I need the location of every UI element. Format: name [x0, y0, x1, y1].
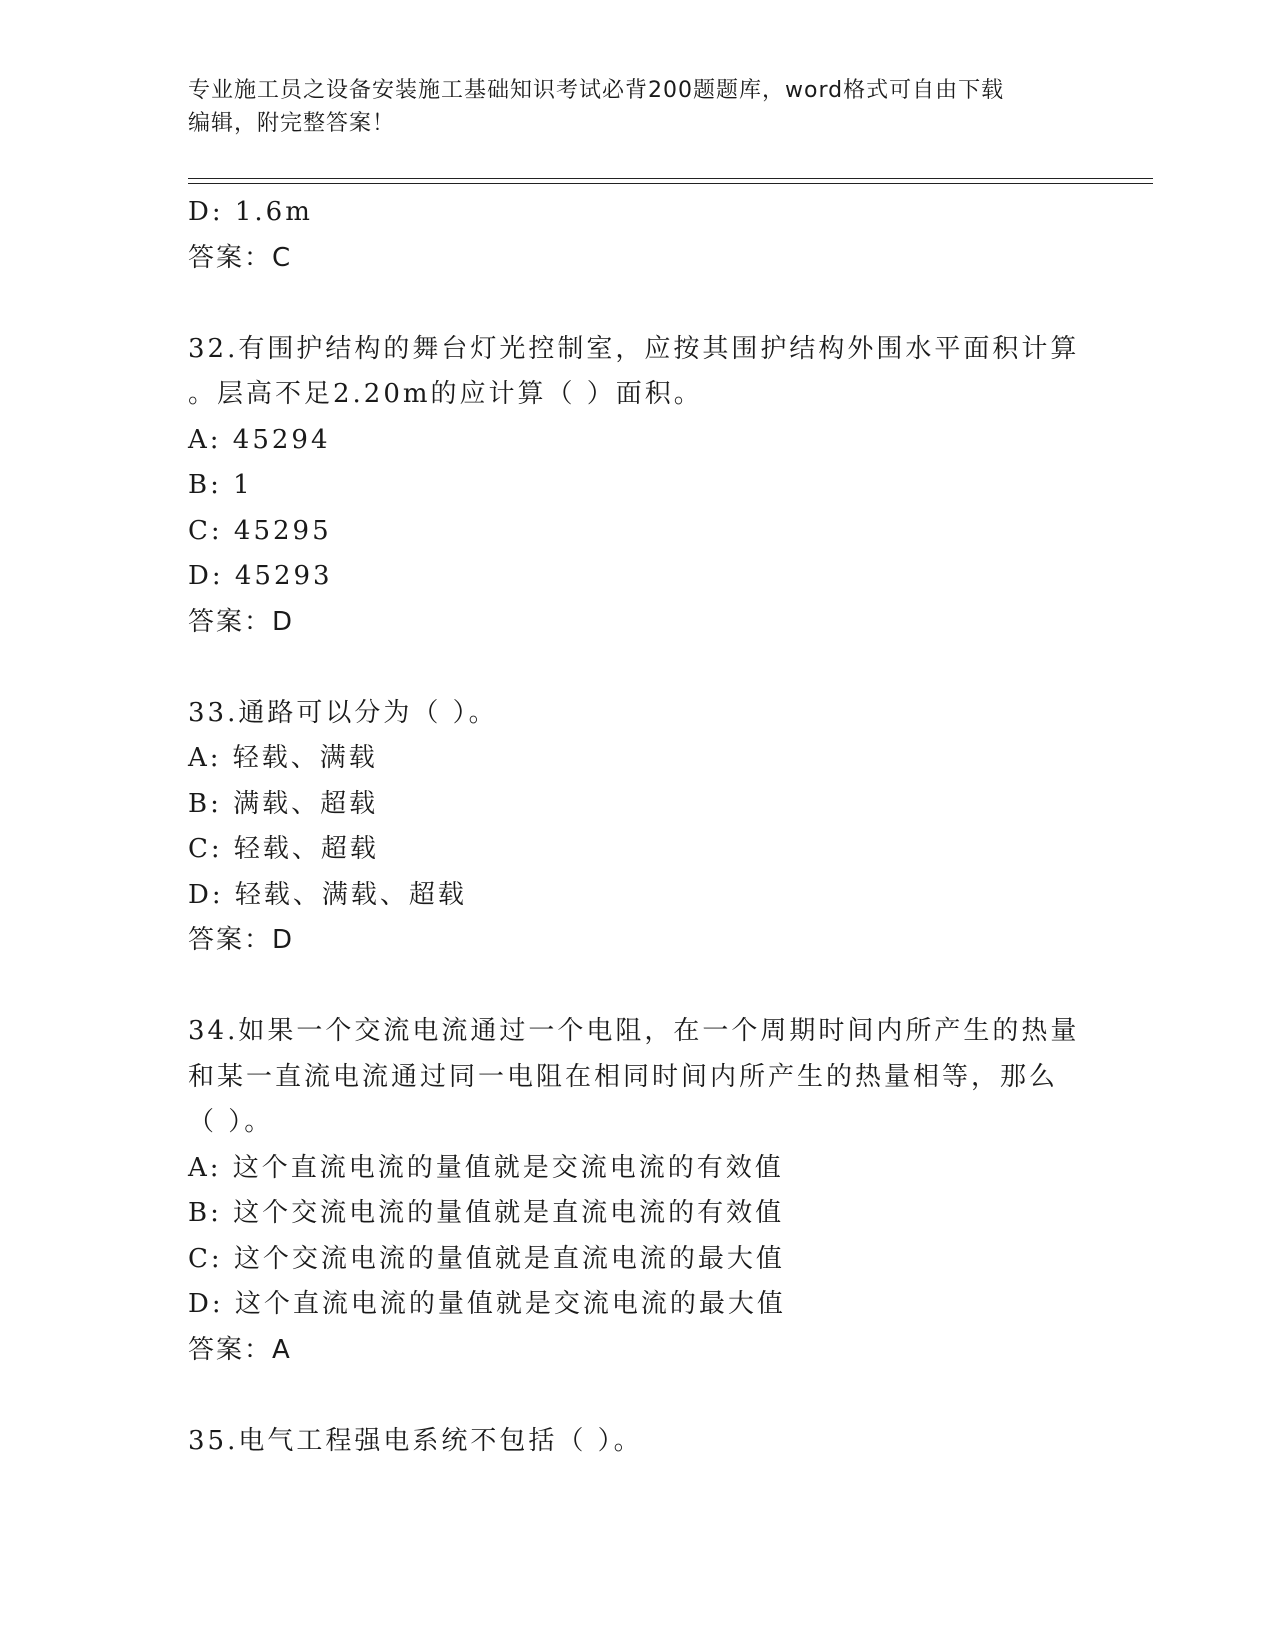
question-34-text-1: 34.如果一个交流电流通过一个电阻，在一个周期时间内所产生的热量 [188, 1016, 1080, 1046]
question-32-answer: 答案：D [188, 606, 295, 637]
question-33-option-c: C: 轻载、超载 [188, 834, 379, 864]
question-33-text-1: 33.通路可以分为（ ）。 [188, 697, 498, 728]
document-header [188, 74, 1068, 140]
question-34-option-b: B: 这个交流电流的量值就是直流电流的有效值 [188, 1198, 785, 1228]
question-32 [188, 327, 1088, 646]
question-34-text-2: 和某一直流电流通过同一电阻在相同时间内所产生的热量相等，那么 [188, 1061, 1059, 1092]
question-34-answer: 答案：A [188, 1334, 292, 1365]
question-34 [188, 1009, 1088, 1373]
question-34-option-a: A: 这个直流电流的量值就是交流电流的有效值 [188, 1152, 784, 1183]
question-32-option-b: B: 1 [188, 470, 253, 500]
header-rule-top [188, 178, 1153, 179]
header-rule-bottom [188, 183, 1153, 184]
question-33 [188, 691, 1088, 964]
header-line-2: 编辑，附完整答案！ [188, 111, 396, 136]
question-32-text-2: 。层高不足2.20m的应计算（ ）面积。 [188, 379, 703, 409]
question-33-answer: 答案：D [188, 925, 295, 955]
document-body [188, 190, 1088, 1464]
question-33-option-b: B: 满载、超载 [188, 788, 379, 819]
question-32-option-c: C: 45295 [188, 515, 332, 546]
prev-answer: 答案：C [188, 242, 293, 273]
question-33-option-a: A: 轻载、满载 [188, 743, 378, 773]
question-32-text-1: 32.有围护结构的舞台灯光控制室，应按其围护结构外围水平面积计算 [188, 333, 1080, 364]
question-32-option-d: D: 45293 [188, 561, 333, 591]
question-34-option-d: D: 这个直流电流的量值就是交流电流的最大值 [188, 1289, 786, 1319]
question-34-option-c: C: 这个交流电流的量值就是直流电流的最大值 [188, 1243, 785, 1274]
question-33-option-d: D: 轻载、满载、超载 [188, 879, 467, 910]
header-line-1: 专业施工员之设备安装施工基础知识考试必背200题题库，word格式可自由下载 [188, 78, 1005, 103]
question-35-text-1: 35.电气工程强电系统不包括（ ）。 [188, 1425, 643, 1456]
question-34-text-3: （ ）。 [188, 1107, 274, 1137]
question-35 [188, 1419, 1088, 1465]
prev-option-d: D: 1.6m [188, 197, 313, 227]
question-32-option-a: A: 45294 [188, 424, 331, 455]
